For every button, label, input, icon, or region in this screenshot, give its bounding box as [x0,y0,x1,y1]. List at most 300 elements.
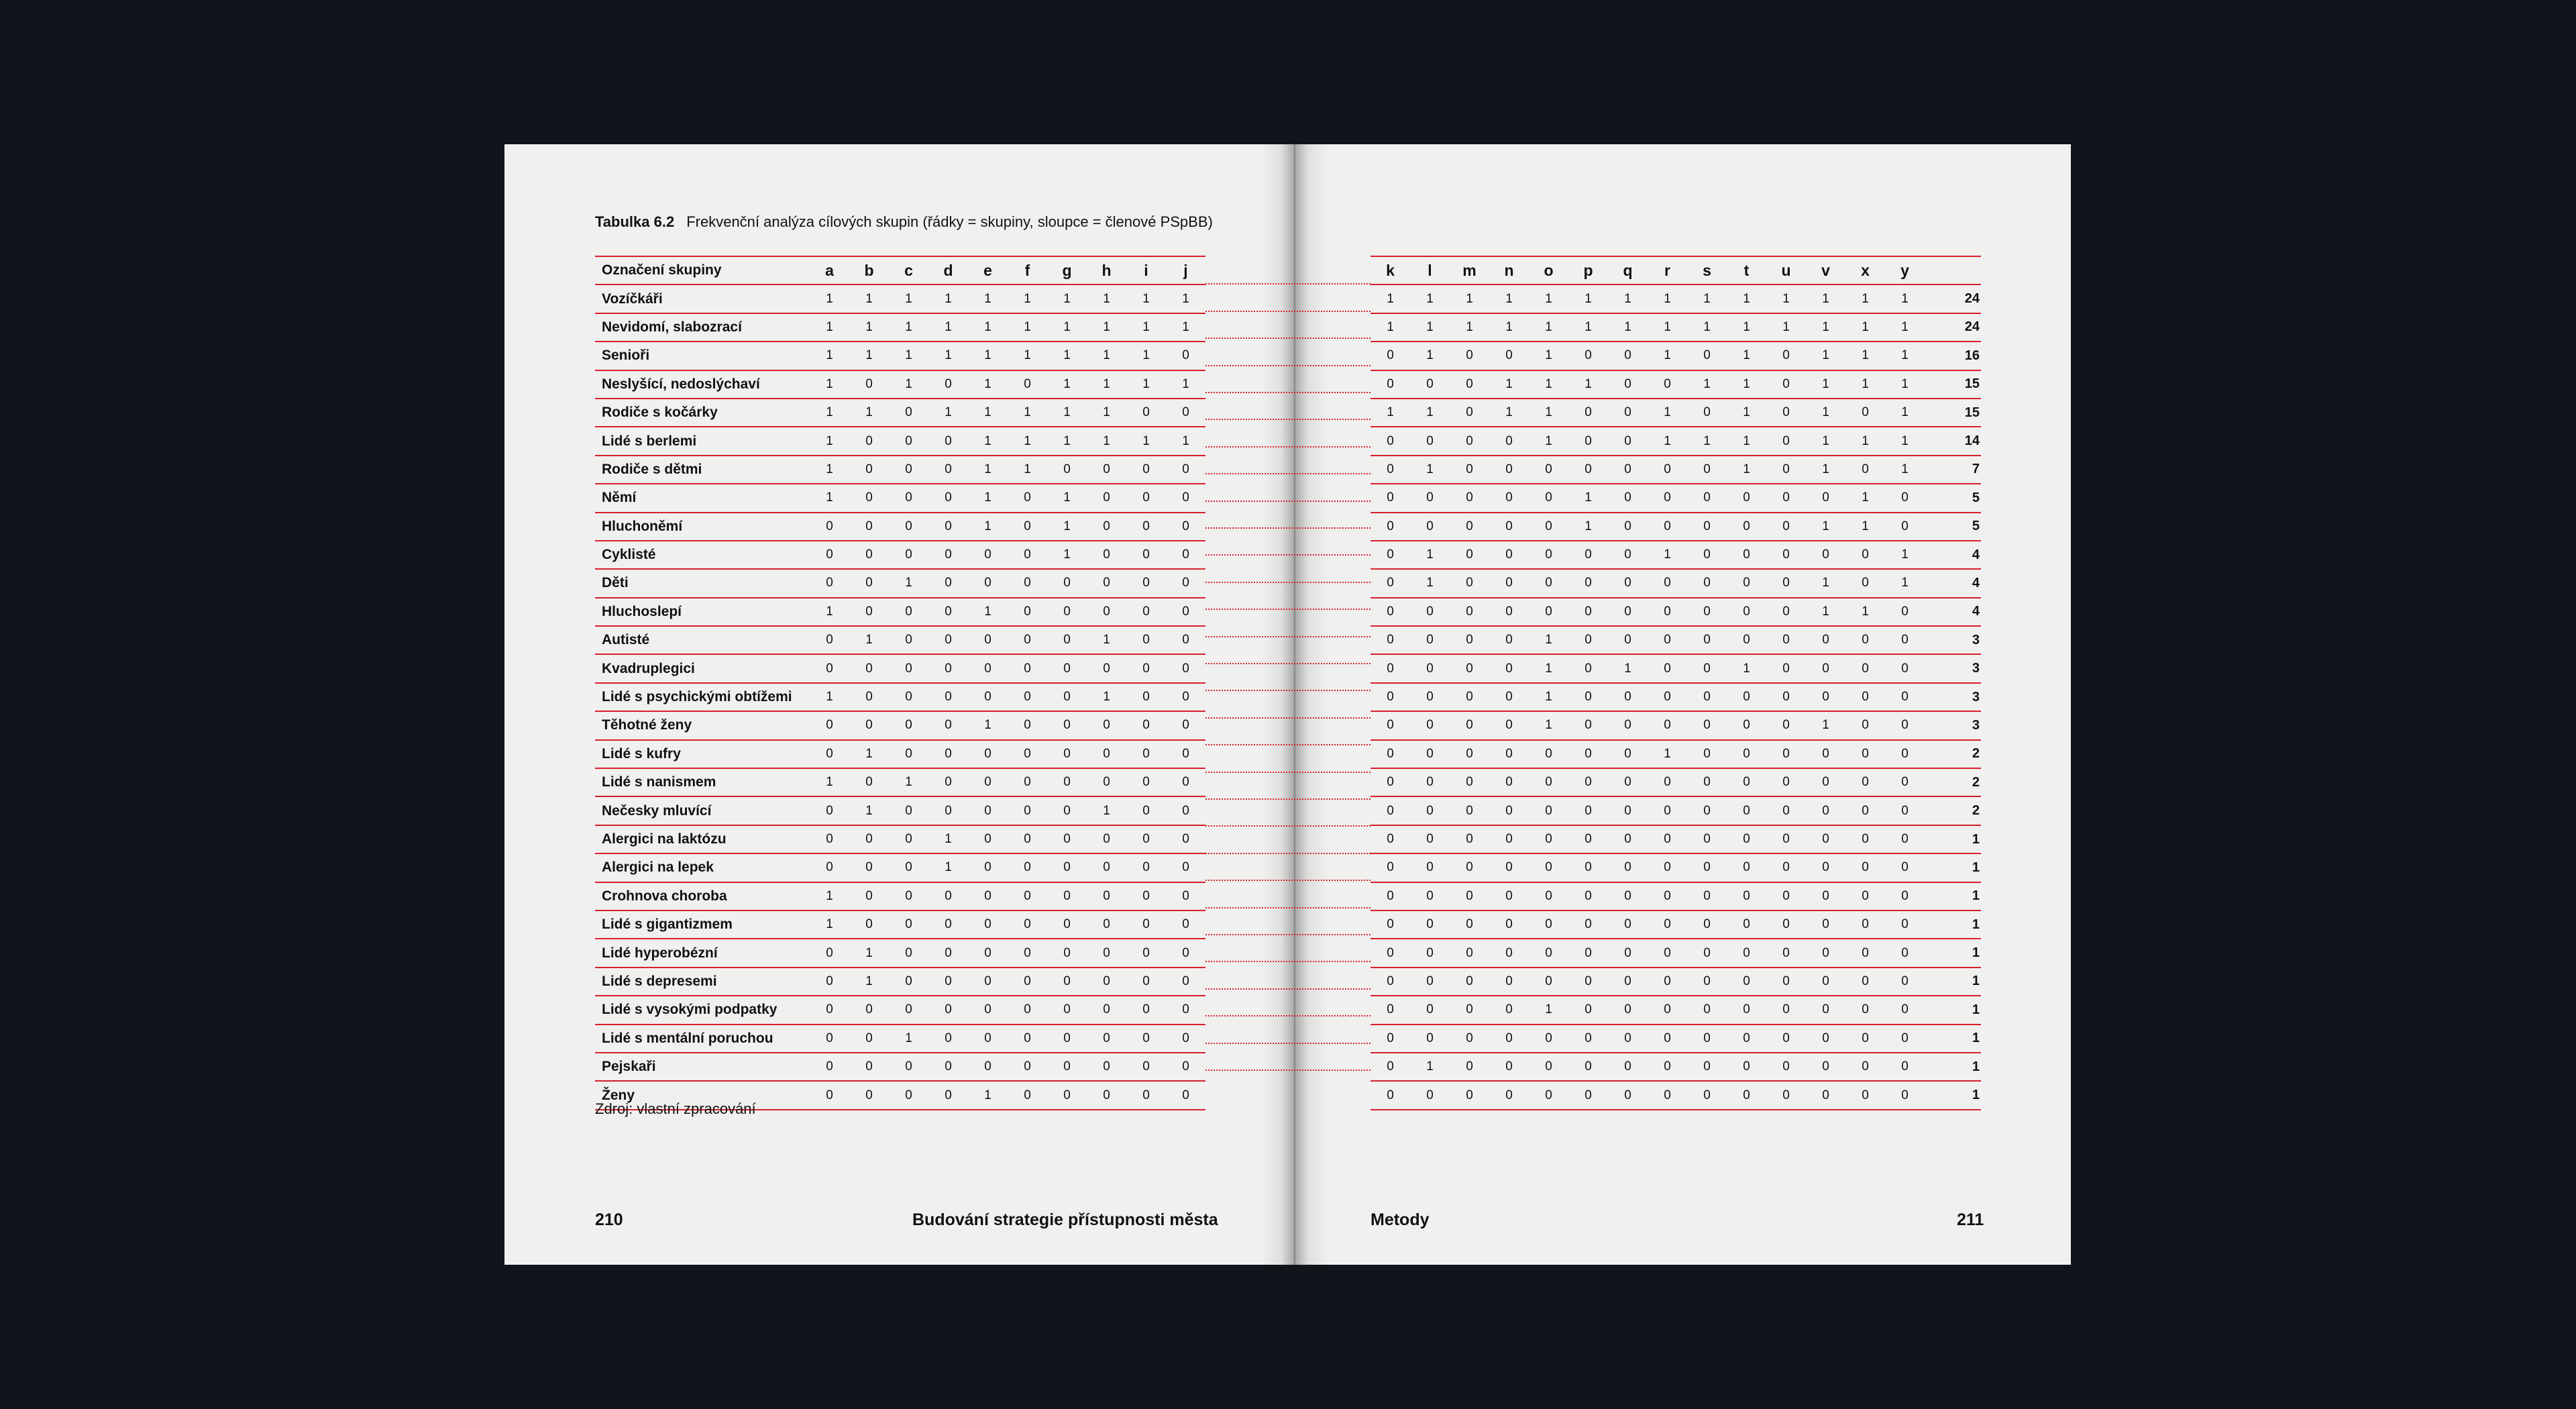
row-group-name: Rodiče s dětmi [595,456,810,484]
cell-l: 1 [1410,313,1450,342]
cell-f: 0 [1008,1081,1047,1109]
cell-y: 0 [1885,768,1925,796]
cell-b: 0 [849,654,889,682]
cell-n: 0 [1489,996,1529,1024]
cell-a: 0 [810,968,849,996]
cell-p: 1 [1568,513,1608,541]
cell-v: 1 [1806,598,1845,626]
column-header-c: c [889,256,928,284]
cell-i: 0 [1126,740,1166,768]
cell-d: 0 [928,1053,968,1081]
table-row [595,996,1205,1024]
cell-a: 0 [810,825,849,853]
cell-n: 0 [1489,569,1529,597]
row-total: 5 [1925,513,1981,541]
cell-a: 0 [810,711,849,739]
row-group-name: Alergici na lepek [595,853,810,882]
row-group-name: Alergici na laktózu [595,825,810,853]
cell-h: 1 [1087,626,1126,654]
cell-j: 0 [1166,825,1205,853]
table-row [595,683,1205,711]
cell-x: 0 [1845,399,1885,427]
cell-y: 0 [1885,796,1925,825]
cell-f: 0 [1008,654,1047,682]
cell-j: 1 [1166,313,1205,342]
row-total: 1 [1925,939,1981,967]
cell-p: 0 [1568,939,1608,967]
right-page-number: 211 [1957,1210,1984,1229]
cell-e: 1 [968,342,1008,370]
cell-m: 0 [1450,825,1489,853]
cell-n: 0 [1489,342,1529,370]
dotted-row-connector [1205,283,1371,286]
cell-x: 0 [1845,626,1885,654]
dotted-row-connector [1205,907,1371,910]
cell-g: 0 [1047,569,1087,597]
cell-v: 0 [1806,683,1845,711]
table-row [595,427,1205,455]
cell-e: 0 [968,654,1008,682]
cell-j: 0 [1166,569,1205,597]
cell-p: 0 [1568,541,1608,569]
cell-u: 0 [1766,796,1806,825]
right-running-title: Metody [1371,1210,1430,1229]
cell-q: 1 [1608,284,1648,313]
cell-d: 0 [928,513,968,541]
dotted-row-connector [1205,853,1371,855]
cell-a: 1 [810,598,849,626]
dotted-row-connector [1205,1015,1371,1018]
cell-u: 0 [1766,825,1806,853]
cell-i: 0 [1126,1025,1166,1053]
table-row [595,768,1205,796]
cell-d: 0 [928,541,968,569]
cell-j: 0 [1166,1081,1205,1109]
cell-l: 0 [1410,427,1450,455]
cell-y: 0 [1885,1053,1925,1081]
cell-u: 0 [1766,996,1806,1024]
cell-d: 0 [928,910,968,939]
cell-e: 1 [968,484,1008,512]
column-header-v: v [1806,256,1845,284]
cell-d: 0 [928,1081,968,1109]
cell-a: 0 [810,740,849,768]
cell-s: 0 [1687,711,1727,739]
cell-y: 0 [1885,626,1925,654]
table-row [595,342,1205,370]
cell-d: 1 [928,342,968,370]
table-row [1371,996,1981,1024]
row-group-name: Rodiče s kočárky [595,399,810,427]
cell-k: 0 [1371,342,1410,370]
cell-j: 1 [1166,370,1205,399]
cell-j: 0 [1166,882,1205,910]
cell-k: 0 [1371,1025,1410,1053]
row-group-name: Lidé s mentální poruchou [595,1025,810,1053]
cell-r: 0 [1648,968,1687,996]
cell-y: 1 [1885,427,1925,455]
cell-b: 1 [849,284,889,313]
cell-d: 0 [928,484,968,512]
table-row [1371,654,1981,682]
cell-n: 0 [1489,939,1529,967]
cell-f: 0 [1008,1053,1047,1081]
cell-j: 0 [1166,1053,1205,1081]
column-header-q: q [1608,256,1648,284]
cell-h: 0 [1087,654,1126,682]
cell-k: 1 [1371,313,1410,342]
cell-m: 0 [1450,796,1489,825]
cell-x: 0 [1845,711,1885,739]
cell-o: 0 [1529,1053,1568,1081]
cell-c: 0 [889,1081,928,1109]
cell-l: 0 [1410,484,1450,512]
cell-s: 0 [1687,740,1727,768]
column-header-a: a [810,256,849,284]
row-group-name: Lidé s nanismem [595,768,810,796]
cell-s: 0 [1687,598,1727,626]
table-row [1371,484,1981,512]
cell-v: 1 [1806,569,1845,597]
cell-k: 0 [1371,484,1410,512]
cell-u: 0 [1766,541,1806,569]
cell-u: 0 [1766,484,1806,512]
cell-v: 0 [1806,825,1845,853]
row-group-name: Lidé s gigantizmem [595,910,810,939]
cell-y: 0 [1885,513,1925,541]
cell-v: 0 [1806,626,1845,654]
table-row [1371,968,1981,996]
cell-o: 1 [1529,342,1568,370]
cell-r: 0 [1648,569,1687,597]
cell-g: 1 [1047,484,1087,512]
cell-f: 0 [1008,626,1047,654]
cell-n: 0 [1489,541,1529,569]
cell-p: 0 [1568,456,1608,484]
cell-n: 0 [1489,882,1529,910]
cell-c: 0 [889,711,928,739]
cell-i: 0 [1126,968,1166,996]
cell-o: 1 [1529,399,1568,427]
cell-t: 0 [1727,598,1766,626]
cell-h: 0 [1087,825,1126,853]
cell-g: 0 [1047,654,1087,682]
cell-f: 0 [1008,683,1047,711]
cell-e: 1 [968,427,1008,455]
cell-i: 1 [1126,313,1166,342]
table-row [595,882,1205,910]
cell-f: 0 [1008,825,1047,853]
cell-t: 0 [1727,968,1766,996]
cell-q: 0 [1608,968,1648,996]
cell-v: 0 [1806,853,1845,882]
cell-m: 0 [1450,569,1489,597]
cell-a: 1 [810,683,849,711]
dotted-row-connector [1205,798,1371,801]
cell-j: 0 [1166,626,1205,654]
cell-u: 0 [1766,569,1806,597]
cell-p: 0 [1568,853,1608,882]
cell-h: 0 [1087,598,1126,626]
cell-h: 0 [1087,882,1126,910]
dotted-row-connector [1205,365,1371,368]
cell-t: 0 [1727,711,1766,739]
column-header-e: e [968,256,1008,284]
cell-e: 1 [968,313,1008,342]
table-row [1371,1081,1981,1109]
cell-b: 0 [849,513,889,541]
cell-b: 1 [849,626,889,654]
cell-p: 0 [1568,569,1608,597]
cell-t: 1 [1727,284,1766,313]
table-caption-text: Frekvenční analýza cílových skupin (řádky = skupiny, sloupce = členové PSpBB) [686,213,1213,230]
cell-e: 1 [968,456,1008,484]
cell-t: 1 [1727,313,1766,342]
cell-c: 1 [889,1025,928,1053]
dotted-row-connector [1205,690,1371,692]
cell-u: 0 [1766,939,1806,967]
table-row [595,284,1205,313]
table-row [1371,427,1981,455]
cell-j: 0 [1166,456,1205,484]
cell-x: 1 [1845,427,1885,455]
cell-c: 0 [889,1053,928,1081]
cell-s: 0 [1687,882,1727,910]
cell-a: 1 [810,882,849,910]
cell-p: 0 [1568,968,1608,996]
cell-v: 0 [1806,541,1845,569]
cell-y: 1 [1885,370,1925,399]
table-row [1371,513,1981,541]
cell-l: 1 [1410,456,1450,484]
cell-i: 1 [1126,370,1166,399]
cell-r: 0 [1648,796,1687,825]
cell-o: 1 [1529,626,1568,654]
cell-q: 0 [1608,456,1648,484]
row-total: 4 [1925,598,1981,626]
cell-p: 0 [1568,910,1608,939]
cell-a: 1 [810,484,849,512]
cell-g: 0 [1047,939,1087,967]
cell-e: 1 [968,711,1008,739]
cell-v: 0 [1806,654,1845,682]
cell-l: 0 [1410,939,1450,967]
cell-k: 0 [1371,598,1410,626]
table-caption-label: Tabulka 6.2 [595,213,675,230]
cell-y: 0 [1885,968,1925,996]
cell-d: 0 [928,598,968,626]
table-row [595,910,1205,939]
cell-n: 0 [1489,968,1529,996]
cell-e: 0 [968,996,1008,1024]
cell-r: 0 [1648,1081,1687,1109]
cell-r: 0 [1648,853,1687,882]
row-total: 15 [1925,399,1981,427]
cell-n: 0 [1489,1053,1529,1081]
cell-q: 0 [1608,768,1648,796]
cell-b: 0 [849,370,889,399]
cell-f: 1 [1008,427,1047,455]
cell-d: 1 [928,284,968,313]
dotted-row-connector [1205,311,1371,313]
cell-g: 0 [1047,825,1087,853]
cell-m: 0 [1450,513,1489,541]
cell-c: 1 [889,342,928,370]
left-page-number: 210 [595,1210,623,1229]
cell-p: 0 [1568,342,1608,370]
cell-o: 0 [1529,910,1568,939]
cell-d: 0 [928,370,968,399]
cell-o: 1 [1529,683,1568,711]
cell-o: 1 [1529,996,1568,1024]
cell-i: 0 [1126,569,1166,597]
cell-v: 1 [1806,284,1845,313]
cell-u: 0 [1766,1053,1806,1081]
table-row [1371,598,1981,626]
cell-b: 1 [849,740,889,768]
cell-p: 0 [1568,711,1608,739]
cell-g: 0 [1047,853,1087,882]
cell-y: 0 [1885,598,1925,626]
cell-u: 0 [1766,342,1806,370]
dotted-row-connector [1205,1043,1371,1045]
cell-c: 0 [889,427,928,455]
cell-o: 0 [1529,513,1568,541]
cell-v: 0 [1806,768,1845,796]
cell-p: 0 [1568,626,1608,654]
cell-r: 0 [1648,626,1687,654]
column-header-j: j [1166,256,1205,284]
table-row [595,825,1205,853]
cell-y: 0 [1885,882,1925,910]
cell-a: 0 [810,853,849,882]
row-group-name: Ženy [595,1081,810,1109]
cell-l: 1 [1410,342,1450,370]
table-row [1371,796,1981,825]
cell-x: 0 [1845,825,1885,853]
cell-m: 0 [1450,768,1489,796]
cell-h: 1 [1087,284,1126,313]
cell-h: 1 [1087,370,1126,399]
row-group-name: Lidé s berlemi [595,427,810,455]
dotted-row-connector [1205,554,1371,557]
cell-c: 1 [889,284,928,313]
cell-n: 0 [1489,768,1529,796]
cell-n: 1 [1489,370,1529,399]
cell-b: 0 [849,541,889,569]
cell-t: 1 [1727,654,1766,682]
column-header-o: o [1529,256,1568,284]
cell-p: 0 [1568,1053,1608,1081]
cell-b: 0 [849,569,889,597]
column-header-r: r [1648,256,1687,284]
table-row [595,484,1205,512]
cell-x: 0 [1845,910,1885,939]
cell-k: 0 [1371,740,1410,768]
cell-t: 0 [1727,683,1766,711]
cell-v: 0 [1806,484,1845,512]
cell-i: 0 [1126,996,1166,1024]
cell-g: 0 [1047,1025,1087,1053]
cell-b: 0 [849,711,889,739]
cell-u: 0 [1766,711,1806,739]
cell-k: 0 [1371,882,1410,910]
cell-h: 0 [1087,1081,1126,1109]
cell-y: 1 [1885,342,1925,370]
cell-v: 0 [1806,1081,1845,1109]
cell-g: 0 [1047,968,1087,996]
cell-c: 0 [889,654,928,682]
cell-m: 0 [1450,853,1489,882]
row-total: 1 [1925,996,1981,1024]
cell-l: 0 [1410,796,1450,825]
dotted-row-connector [1205,582,1371,584]
cell-v: 0 [1806,1025,1845,1053]
cell-h: 0 [1087,768,1126,796]
cell-m: 0 [1450,370,1489,399]
cell-e: 1 [968,598,1008,626]
cell-y: 1 [1885,284,1925,313]
cell-e: 1 [968,513,1008,541]
cell-p: 0 [1568,1081,1608,1109]
cell-e: 0 [968,1053,1008,1081]
cell-b: 1 [849,968,889,996]
cell-b: 1 [849,313,889,342]
cell-f: 0 [1008,711,1047,739]
cell-q: 0 [1608,370,1648,399]
cell-a: 0 [810,1025,849,1053]
dotted-row-connector [1205,473,1371,476]
cell-a: 0 [810,1081,849,1109]
table-row [1371,683,1981,711]
cell-e: 0 [968,683,1008,711]
cell-h: 0 [1087,939,1126,967]
cell-y: 0 [1885,825,1925,853]
dotted-row-connector [1205,772,1371,774]
cell-i: 0 [1126,939,1166,967]
table-row [595,939,1205,967]
cell-g: 0 [1047,456,1087,484]
cell-d: 1 [928,313,968,342]
cell-p: 0 [1568,427,1608,455]
cell-c: 0 [889,598,928,626]
row-group-name: Lidé s vysokými podpatky [595,996,810,1024]
cell-x: 1 [1845,598,1885,626]
cell-l: 0 [1410,768,1450,796]
cell-y: 0 [1885,1081,1925,1109]
cell-f: 0 [1008,740,1047,768]
column-header-y: y [1885,256,1925,284]
cell-k: 0 [1371,541,1410,569]
cell-a: 1 [810,427,849,455]
row-group-name: Lidé s kufry [595,740,810,768]
cell-t: 0 [1727,541,1766,569]
row-group-name: Nevidomí, slabozrací [595,313,810,342]
cell-o: 1 [1529,284,1568,313]
cell-u: 0 [1766,683,1806,711]
cell-y: 0 [1885,939,1925,967]
table-row [595,968,1205,996]
column-header-total [1925,256,1981,284]
cell-t: 0 [1727,796,1766,825]
row-total: 2 [1925,740,1981,768]
column-header-g: g [1047,256,1087,284]
cell-i: 0 [1126,910,1166,939]
row-group-name: Hluchoněmí [595,513,810,541]
cell-g: 0 [1047,598,1087,626]
cell-n: 0 [1489,626,1529,654]
row-group-name: Pejskaři [595,1053,810,1081]
